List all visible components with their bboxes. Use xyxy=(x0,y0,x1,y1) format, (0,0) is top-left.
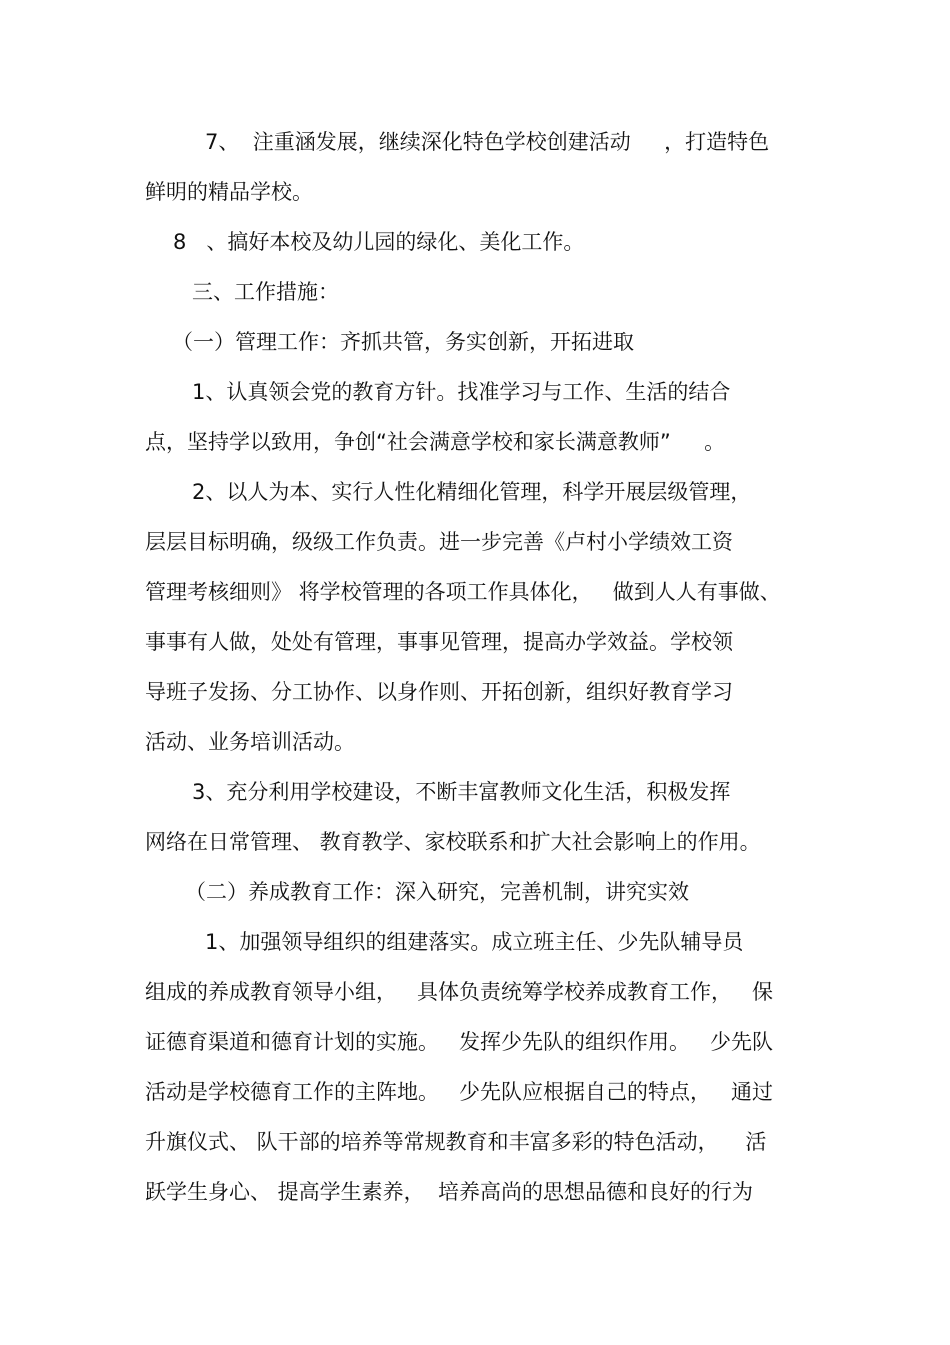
text-line: 管理考核细则》 将学校管理的各项工作具体化， 做到人人有事做、 xyxy=(145,580,781,604)
subsection-heading: （一）管理工作：齐抓共管，务实创新，开拓进取 xyxy=(172,330,634,354)
text-line: 证德育渠道和德育计划的实施。 发挥少先队的组织作用。 少先队 xyxy=(145,1030,774,1054)
text-line: 事事有人做，处处有管理，事事见管理，提高办学效益。学校领 xyxy=(145,630,733,654)
text-line: 导班子发扬、分工协作、以身作则、开拓创新，组织好教育学习 xyxy=(145,680,733,704)
text-line: 2、以人为本、实行人性化精细化管理，科学开展层级管理， xyxy=(192,480,752,504)
text-line: 升旗仪式、 队干部的培养等常规教育和丰富多彩的特色活动， 活 xyxy=(145,1130,767,1154)
text-line: 跃学生身心、 提高学生素养， 培养高尚的思想品德和良好的行为 xyxy=(145,1180,754,1204)
text-line: 层层目标明确，级级工作负责。进一步完善《卢村小学绩效工资 xyxy=(145,530,733,554)
section-heading: 三、工作措施： xyxy=(192,280,339,304)
text-line: 8 、搞好本校及幼儿园的绿化、美化工作。 xyxy=(173,230,585,254)
text-line: 网络在日常管理、 教育教学、家校联系和扩大社会影响上的作用。 xyxy=(145,830,761,854)
text-line: 活动、业务培训活动。 xyxy=(145,730,355,754)
text-line: 7、 注重涵发展，继续深化特色学校创建活动 ，打造特色 xyxy=(205,130,770,154)
text-line: 3、充分利用学校建设，不断丰富教师文化生活，积极发挥 xyxy=(192,780,731,804)
subsection-heading: （二）养成教育工作：深入研究，完善机制，讲究实效 xyxy=(185,880,689,904)
text-line: 1、加强领导组织的组建落实。成立班主任、少先队辅导员 xyxy=(205,930,744,954)
text-line: 1、认真领会党的教育方针。找准学习与工作、生活的结合 xyxy=(192,380,731,404)
text-line: 活动是学校德育工作的主阵地。 少先队应根据自己的特点， 通过 xyxy=(145,1080,774,1104)
text-line: 组成的养成教育领导小组， 具体负责统筹学校养成教育工作， 保 xyxy=(145,980,774,1004)
text-line: 点，坚持学以致用，争创“社会满意学校和家长满意教师” 。 xyxy=(145,430,726,454)
text-line: 鲜明的精品学校。 xyxy=(145,180,313,204)
